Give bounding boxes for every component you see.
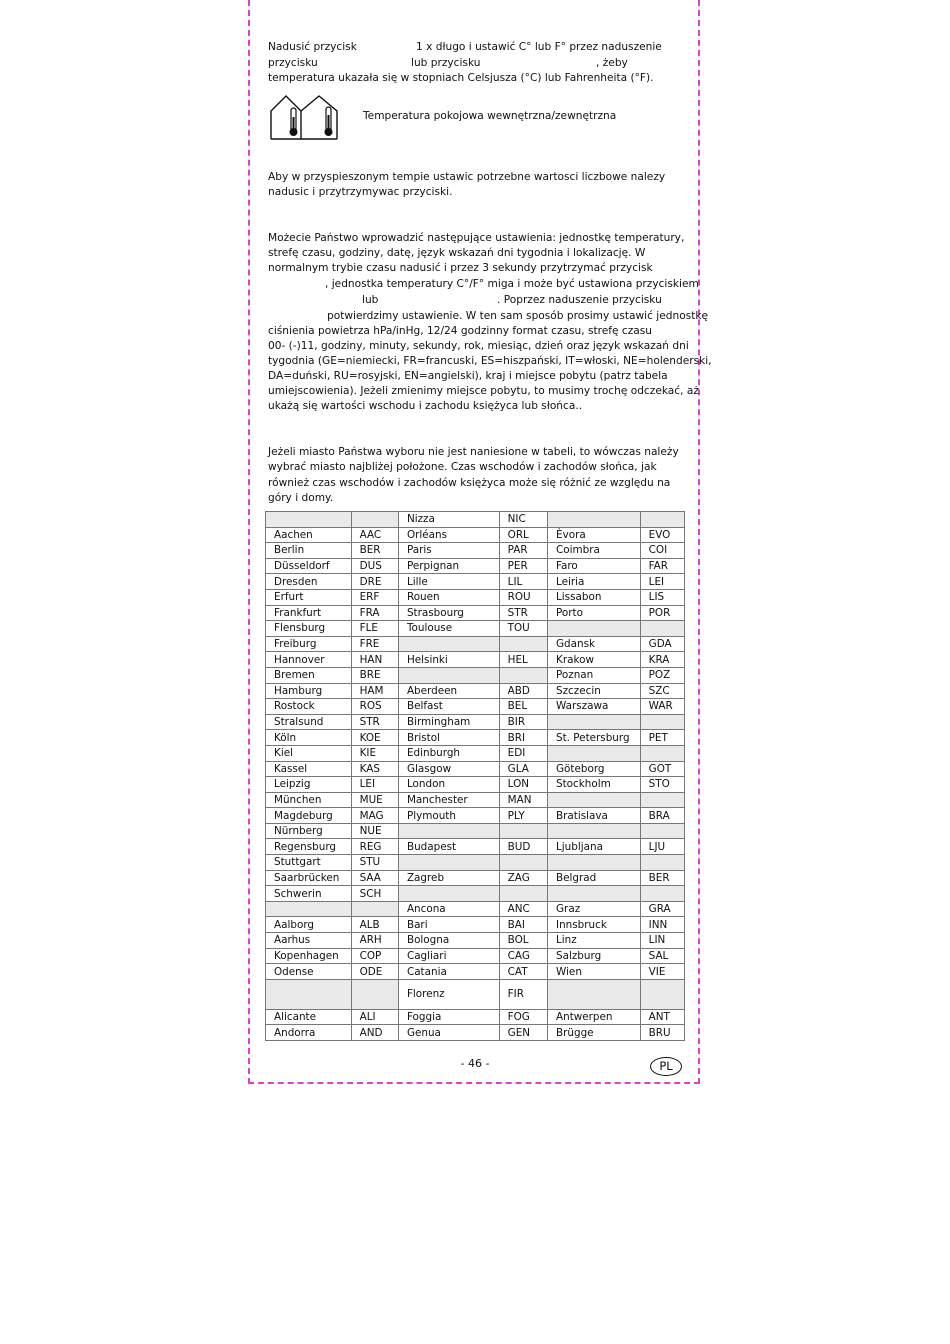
city-name-cell: Innsbruck bbox=[548, 917, 641, 933]
city-name-cell: Florenz bbox=[398, 979, 499, 1009]
city-code-cell: CAT bbox=[499, 964, 547, 980]
table-row bbox=[266, 605, 685, 621]
para3-l10: DA=duński, RU=rosyjski, EN=angielski), kraj i miejsce pobytu (patrz tabela bbox=[268, 370, 668, 382]
city-code-cell: COP bbox=[351, 948, 398, 964]
city-code-cell: BUD bbox=[499, 839, 547, 855]
table-row bbox=[266, 745, 685, 761]
city-code-cell: BEL bbox=[499, 699, 547, 715]
city-code-cell bbox=[640, 792, 684, 808]
city-name-cell: Edinburgh bbox=[398, 745, 499, 761]
city-name-cell: Saarbrücken bbox=[266, 870, 352, 886]
city-name-cell: Genua bbox=[398, 1025, 499, 1041]
city-name-cell bbox=[548, 792, 641, 808]
city-name-cell: Stockholm bbox=[548, 777, 641, 793]
city-name-cell: Szczecin bbox=[548, 683, 641, 699]
city-code-cell bbox=[640, 886, 684, 902]
table-row bbox=[266, 667, 685, 683]
para3-l2: strefę czasu, godziny, datę, język wskazań dni tygodnia i lokalizację. W bbox=[268, 247, 646, 259]
city-code-cell: GRA bbox=[640, 901, 684, 917]
city-name-cell: Bristol bbox=[398, 730, 499, 746]
city-code-cell: BRA bbox=[640, 808, 684, 824]
city-code-cell: LIN bbox=[640, 933, 684, 949]
city-code-cell: ROS bbox=[351, 699, 398, 715]
city-code-cell bbox=[640, 979, 684, 1009]
city-code-cell: KOE bbox=[351, 730, 398, 746]
city-name-cell: Stralsund bbox=[266, 714, 352, 730]
city-code-cell: FRA bbox=[351, 605, 398, 621]
city-name-cell: Belfast bbox=[398, 699, 499, 715]
city-name-cell: Aalborg bbox=[266, 917, 352, 933]
city-name-cell: Andorra bbox=[266, 1025, 352, 1041]
city-code-cell: FLE bbox=[351, 621, 398, 637]
city-code-cell bbox=[351, 512, 398, 528]
para1-line2c: , żeby bbox=[596, 57, 628, 69]
city-name-cell: Zagreb bbox=[398, 870, 499, 886]
para1-line1a: Nadusić przycisk bbox=[268, 41, 357, 53]
city-name-cell: Èvora bbox=[548, 527, 641, 543]
city-code-cell: CAG bbox=[499, 948, 547, 964]
city-name-cell: Schwerin bbox=[266, 886, 352, 902]
city-code-cell: STO bbox=[640, 777, 684, 793]
city-name-cell: Leipzig bbox=[266, 777, 352, 793]
city-name-cell: Lissabon bbox=[548, 589, 641, 605]
city-name-cell: Lille bbox=[398, 574, 499, 590]
table-row bbox=[266, 933, 685, 949]
table-row bbox=[266, 948, 685, 964]
city-code-cell: REG bbox=[351, 839, 398, 855]
city-code-cell: MAG bbox=[351, 808, 398, 824]
city-name-cell: Strasbourg bbox=[398, 605, 499, 621]
city-name-cell: Bari bbox=[398, 917, 499, 933]
city-code-cell bbox=[640, 714, 684, 730]
city-code-cell: LEI bbox=[640, 574, 684, 590]
city-name-cell bbox=[266, 512, 352, 528]
city-name-cell bbox=[266, 901, 352, 917]
city-code-cell: ROU bbox=[499, 589, 547, 605]
city-code-cell: KAS bbox=[351, 761, 398, 777]
table-row bbox=[266, 870, 685, 886]
city-code-cell: PAR bbox=[499, 543, 547, 559]
table-row bbox=[266, 543, 685, 559]
city-name-cell: Warszawa bbox=[548, 699, 641, 715]
city-name-cell: Orléans bbox=[398, 527, 499, 543]
city-name-cell bbox=[548, 621, 641, 637]
para1-line1b: 1 x długo i ustawić C° lub F° przez naduszenie bbox=[416, 41, 662, 53]
city-code-cell: FOG bbox=[499, 1009, 547, 1025]
city-name-cell: Foggia bbox=[398, 1009, 499, 1025]
city-name-cell bbox=[548, 823, 641, 839]
city-name-cell bbox=[548, 979, 641, 1009]
city-name-cell: Nürnberg bbox=[266, 823, 352, 839]
table-row bbox=[266, 574, 685, 590]
city-name-cell: Porto bbox=[548, 605, 641, 621]
table-row bbox=[266, 777, 685, 793]
city-code-cell: ALI bbox=[351, 1009, 398, 1025]
table-row bbox=[266, 527, 685, 543]
para2: Aby w przyspieszonym tempie ustawic potrzebne wartosci liczbowe nalezy nadusic i przytrzymywac przyciski. bbox=[268, 171, 666, 199]
language-badge: PL bbox=[650, 1057, 682, 1076]
table-row bbox=[266, 1025, 685, 1041]
city-code-cell: BER bbox=[640, 870, 684, 886]
city-code-cell: ALB bbox=[351, 917, 398, 933]
table-row bbox=[266, 979, 685, 1009]
city-name-cell: Berlin bbox=[266, 543, 352, 559]
table-row bbox=[266, 558, 685, 574]
city-name-cell bbox=[266, 979, 352, 1009]
city-name-cell: Stuttgart bbox=[266, 855, 352, 871]
city-code-cell: GEN bbox=[499, 1025, 547, 1041]
city-code-cell: LON bbox=[499, 777, 547, 793]
city-name-cell: Glasgow bbox=[398, 761, 499, 777]
city-name-cell: Antwerpen bbox=[548, 1009, 641, 1025]
city-code-cell: SAA bbox=[351, 870, 398, 886]
city-name-cell: Gdansk bbox=[548, 636, 641, 652]
table-row bbox=[266, 792, 685, 808]
city-code-cell bbox=[499, 667, 547, 683]
city-code-cell: AND bbox=[351, 1025, 398, 1041]
city-name-cell: Rouen bbox=[398, 589, 499, 605]
city-code-cell bbox=[640, 621, 684, 637]
city-code-cell: FRE bbox=[351, 636, 398, 652]
city-code-cell: POZ bbox=[640, 667, 684, 683]
city-code-cell: DUS bbox=[351, 558, 398, 574]
city-code-cell: NIC bbox=[499, 512, 547, 528]
para3-l12: ukażą się wartości wschodu i zachodu księżyca lub słońca.. bbox=[268, 400, 583, 412]
city-code-cell: BER bbox=[351, 543, 398, 559]
city-code-cell bbox=[499, 636, 547, 652]
city-name-cell: Köln bbox=[266, 730, 352, 746]
table-row bbox=[266, 652, 685, 668]
para3-l8: 00- (-)11, godziny, minuty, sekundy, rok, miesiąc, dzień oraz język wskazań dni bbox=[268, 340, 689, 352]
city-code-cell: ABD bbox=[499, 683, 547, 699]
city-code-cell: ANT bbox=[640, 1009, 684, 1025]
city-name-cell: Coimbra bbox=[548, 543, 641, 559]
city-code-cell: PET bbox=[640, 730, 684, 746]
table-row bbox=[266, 714, 685, 730]
city-code-cell: PLY bbox=[499, 808, 547, 824]
city-table-body bbox=[266, 512, 685, 1041]
city-name-cell: Nizza bbox=[398, 512, 499, 528]
city-code-cell: HAM bbox=[351, 683, 398, 699]
city-code-cell bbox=[351, 979, 398, 1009]
city-code-cell: BRU bbox=[640, 1025, 684, 1041]
city-code-cell: TOU bbox=[499, 621, 547, 637]
para3-l4: , jednostka temperatury C°/F° miga i może być ustawiona przyciskiem bbox=[325, 278, 699, 290]
city-code-cell: BOL bbox=[499, 933, 547, 949]
city-code-cell: EVO bbox=[640, 527, 684, 543]
city-code-cell: FIR bbox=[499, 979, 547, 1009]
table-row bbox=[266, 901, 685, 917]
city-code-cell: GLA bbox=[499, 761, 547, 777]
city-table bbox=[265, 511, 685, 1041]
city-name-cell: Regensburg bbox=[266, 839, 352, 855]
city-name-cell: Toulouse bbox=[398, 621, 499, 637]
city-code-cell: KRA bbox=[640, 652, 684, 668]
city-name-cell: Göteborg bbox=[548, 761, 641, 777]
para3-l7: ciśnienia powietrza hPa/inHg, 12/24 godzinny format czasu, strefę czasu bbox=[268, 325, 653, 337]
city-name-cell: Aachen bbox=[266, 527, 352, 543]
table-row bbox=[266, 917, 685, 933]
city-code-cell: DRE bbox=[351, 574, 398, 590]
city-name-cell: Flensburg bbox=[266, 621, 352, 637]
city-name-cell bbox=[398, 855, 499, 871]
city-code-cell: VIE bbox=[640, 964, 684, 980]
city-name-cell: Kiel bbox=[266, 745, 352, 761]
city-code-cell: MAN bbox=[499, 792, 547, 808]
city-code-cell bbox=[499, 886, 547, 902]
para3-l5a: lub bbox=[362, 294, 379, 306]
city-name-cell: Hamburg bbox=[266, 683, 352, 699]
city-code-cell: LJU bbox=[640, 839, 684, 855]
city-name-cell: Bologna bbox=[398, 933, 499, 949]
table-row bbox=[266, 839, 685, 855]
city-name-cell: Kopenhagen bbox=[266, 948, 352, 964]
city-code-cell: BRI bbox=[499, 730, 547, 746]
city-name-cell: Salzburg bbox=[548, 948, 641, 964]
table-row bbox=[266, 512, 685, 528]
city-name-cell: Dresden bbox=[266, 574, 352, 590]
city-code-cell: WAR bbox=[640, 699, 684, 715]
table-row bbox=[266, 699, 685, 715]
city-code-cell bbox=[499, 823, 547, 839]
table-row bbox=[266, 683, 685, 699]
city-name-cell: Wien bbox=[548, 964, 641, 980]
city-name-cell: Krakow bbox=[548, 652, 641, 668]
city-name-cell: München bbox=[266, 792, 352, 808]
table-row bbox=[266, 823, 685, 839]
city-name-cell bbox=[398, 886, 499, 902]
city-code-cell: SCH bbox=[351, 886, 398, 902]
city-name-cell: Perpignan bbox=[398, 558, 499, 574]
city-name-cell: St. Petersburg bbox=[548, 730, 641, 746]
para3-l6: potwierdzimy ustawienie. W ten sam sposób prosimy ustawić jednostkę bbox=[327, 310, 708, 322]
city-name-cell: Budapest bbox=[398, 839, 499, 855]
para3-l1: Możecie Państwo wprowadzić następujące ustawienia: jednostkę temperatury, bbox=[268, 232, 685, 244]
city-name-cell: Manchester bbox=[398, 792, 499, 808]
city-code-cell: ERF bbox=[351, 589, 398, 605]
city-code-cell bbox=[351, 901, 398, 917]
para4: Jeżeli miasto Państwa wyboru nie jest naniesione w tabeli, to wówczas należy wybrać miasto najbliżej położone. Czas wschodów i zachodów słońca, jak również czas wschodów i zachodów księżyca może się różnić ze względu na góry i domy. bbox=[268, 446, 679, 504]
city-name-cell: Plymouth bbox=[398, 808, 499, 824]
city-code-cell: ARH bbox=[351, 933, 398, 949]
city-code-cell: BRE bbox=[351, 667, 398, 683]
city-name-cell: Aberdeen bbox=[398, 683, 499, 699]
para1-line2b: lub przycisku bbox=[411, 57, 481, 69]
city-name-cell: Ljubljana bbox=[548, 839, 641, 855]
city-code-cell: HAN bbox=[351, 652, 398, 668]
para1-line3: temperatura ukazała się w stopniach Celsjusza (°C) lub Fahrenheita (°F). bbox=[268, 72, 654, 84]
table-row bbox=[266, 964, 685, 980]
city-name-cell: Bremen bbox=[266, 667, 352, 683]
city-code-cell: POR bbox=[640, 605, 684, 621]
city-name-cell: London bbox=[398, 777, 499, 793]
city-code-cell: ANC bbox=[499, 901, 547, 917]
para3-l5b: . Poprzez naduszenie przycisku bbox=[497, 294, 662, 306]
city-name-cell bbox=[548, 855, 641, 871]
icon-caption: Temperatura pokojowa wewnętrzna/zewnętrzna bbox=[363, 110, 617, 122]
table-row bbox=[266, 1009, 685, 1025]
city-name-cell bbox=[548, 745, 641, 761]
city-code-cell: GDA bbox=[640, 636, 684, 652]
city-name-cell: Poznan bbox=[548, 667, 641, 683]
para3-l9: tygodnia (GE=niemiecki, FR=francuski, ES=hiszpański, IT=włoski, NE=holenderski, bbox=[268, 355, 712, 367]
city-code-cell: ODE bbox=[351, 964, 398, 980]
city-code-cell bbox=[640, 823, 684, 839]
city-name-cell: Leiria bbox=[548, 574, 641, 590]
city-name-cell: Cagliari bbox=[398, 948, 499, 964]
city-name-cell: Düsseldorf bbox=[266, 558, 352, 574]
city-name-cell: Helsinki bbox=[398, 652, 499, 668]
city-code-cell: ORL bbox=[499, 527, 547, 543]
para3-l3: normalnym trybie czasu nadusić i przez 3 sekundy przytrzymać przycisk bbox=[268, 262, 653, 274]
city-name-cell: Paris bbox=[398, 543, 499, 559]
city-name-cell: Kassel bbox=[266, 761, 352, 777]
city-code-cell: FAR bbox=[640, 558, 684, 574]
table-row bbox=[266, 808, 685, 824]
city-code-cell: GOT bbox=[640, 761, 684, 777]
city-code-cell bbox=[640, 745, 684, 761]
city-name-cell: Erfurt bbox=[266, 589, 352, 605]
city-code-cell: BIR bbox=[499, 714, 547, 730]
city-code-cell: LIS bbox=[640, 589, 684, 605]
city-code-cell: NUE bbox=[351, 823, 398, 839]
city-code-cell: KIE bbox=[351, 745, 398, 761]
city-name-cell: Alicante bbox=[266, 1009, 352, 1025]
city-code-cell: STR bbox=[351, 714, 398, 730]
city-name-cell: Frankfurt bbox=[266, 605, 352, 621]
city-name-cell: Belgrad bbox=[548, 870, 641, 886]
city-name-cell: Linz bbox=[548, 933, 641, 949]
city-code-cell bbox=[640, 512, 684, 528]
table-row bbox=[266, 621, 685, 637]
city-name-cell: Graz bbox=[548, 901, 641, 917]
para1-line2a: przycisku bbox=[268, 57, 318, 69]
city-code-cell: PER bbox=[499, 558, 547, 574]
page-number: - 46 - bbox=[460, 1057, 490, 1070]
city-code-cell: MUE bbox=[351, 792, 398, 808]
table-row bbox=[266, 761, 685, 777]
city-name-cell: Ancona bbox=[398, 901, 499, 917]
city-code-cell: SAL bbox=[640, 948, 684, 964]
house-thermometer-icon bbox=[269, 93, 341, 141]
city-name-cell: Hannover bbox=[266, 652, 352, 668]
city-code-cell: AAC bbox=[351, 527, 398, 543]
city-name-cell bbox=[548, 512, 641, 528]
city-code-cell: COI bbox=[640, 543, 684, 559]
city-code-cell: STR bbox=[499, 605, 547, 621]
table-row bbox=[266, 855, 685, 871]
city-name-cell bbox=[548, 714, 641, 730]
city-name-cell bbox=[398, 823, 499, 839]
city-code-cell bbox=[640, 855, 684, 871]
city-name-cell: Faro bbox=[548, 558, 641, 574]
city-name-cell: Catania bbox=[398, 964, 499, 980]
city-code-cell: ZAG bbox=[499, 870, 547, 886]
city-name-cell: Bratislava bbox=[548, 808, 641, 824]
para3-l11: umiejscowienia). Jeżeli zmienimy miejsce pobytu, to musimy trochę odczekać, aż bbox=[268, 385, 699, 397]
table-row bbox=[266, 886, 685, 902]
city-code-cell: SZC bbox=[640, 683, 684, 699]
city-name-cell: Magdeburg bbox=[266, 808, 352, 824]
city-name-cell: Freiburg bbox=[266, 636, 352, 652]
table-row bbox=[266, 589, 685, 605]
city-code-cell: HEL bbox=[499, 652, 547, 668]
city-name-cell bbox=[398, 636, 499, 652]
city-name-cell: Brügge bbox=[548, 1025, 641, 1041]
table-row bbox=[266, 730, 685, 746]
city-name-cell: Rostock bbox=[266, 699, 352, 715]
city-name-cell: Birmingham bbox=[398, 714, 499, 730]
city-code-cell: BAI bbox=[499, 917, 547, 933]
city-code-cell: EDI bbox=[499, 745, 547, 761]
city-name-cell bbox=[548, 886, 641, 902]
city-code-cell: LEI bbox=[351, 777, 398, 793]
city-name-cell: Odense bbox=[266, 964, 352, 980]
city-code-cell bbox=[499, 855, 547, 871]
city-code-cell: STU bbox=[351, 855, 398, 871]
city-name-cell bbox=[398, 667, 499, 683]
city-code-cell: INN bbox=[640, 917, 684, 933]
city-code-cell: LIL bbox=[499, 574, 547, 590]
city-name-cell: Aarhus bbox=[266, 933, 352, 949]
table-row bbox=[266, 636, 685, 652]
